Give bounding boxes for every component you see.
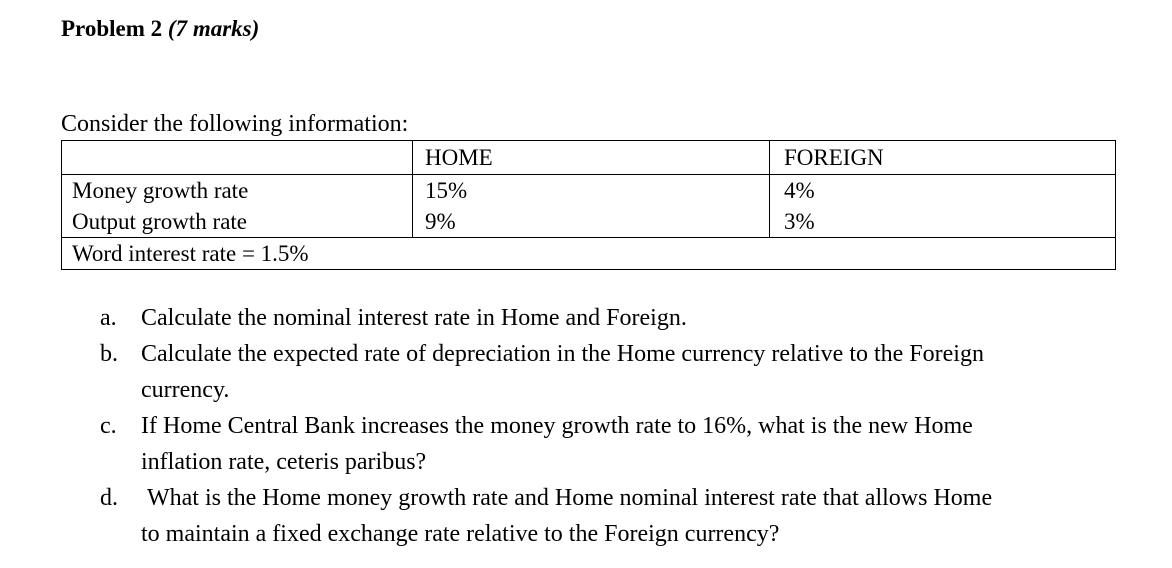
row-label-cell: Money growth rate xyxy=(62,175,413,207)
question-line: to maintain a fixed exchange rate relative to the Foreign currency? xyxy=(141,521,780,547)
question-line: currency. xyxy=(141,377,230,403)
row-home-cell: 15% xyxy=(413,175,770,207)
question-letter: c. xyxy=(100,413,117,439)
row-foreign-cell: 3% xyxy=(770,206,1116,238)
problem-heading xyxy=(61,16,259,42)
intro-text: Consider the following information: xyxy=(61,111,409,137)
table-row xyxy=(62,206,1116,238)
row-label-cell: Output growth rate xyxy=(62,206,413,238)
question-text xyxy=(141,408,1140,480)
question-line: Calculate the nominal interest rate in Home and Foreign. xyxy=(141,305,687,331)
table-header-row xyxy=(62,141,1116,175)
question-text xyxy=(141,480,1140,552)
table-row xyxy=(62,175,1116,207)
question-item xyxy=(100,408,1140,480)
question-line: What is the Home money growth rate and Home nominal interest rate that allows Home xyxy=(147,485,993,511)
question-line: If Home Central Bank increases the money growth rate to 16%, what is the new Home xyxy=(141,413,973,439)
question-list xyxy=(100,300,1140,552)
question-letter: d. xyxy=(100,485,118,511)
problem-marks: (7 marks) xyxy=(167,16,260,41)
row-foreign-cell: 4% xyxy=(770,175,1116,207)
header-foreign-cell: FOREIGN xyxy=(770,141,1116,175)
question-text xyxy=(141,300,1140,336)
info-table xyxy=(61,140,1116,270)
question-item xyxy=(100,480,1140,552)
question-letter: a. xyxy=(100,305,117,331)
question-item xyxy=(100,300,1140,336)
problem-title: Problem 2 xyxy=(61,16,163,41)
table-footer-row xyxy=(62,238,1116,270)
question-text xyxy=(141,336,1140,408)
row-home-cell: 9% xyxy=(413,206,770,238)
header-label-cell xyxy=(62,141,413,175)
question-item xyxy=(100,336,1140,408)
question-line: inflation rate, ceteris paribus? xyxy=(141,449,427,475)
header-home-cell: HOME xyxy=(413,141,770,175)
question-letter: b. xyxy=(100,341,118,367)
question-line: Calculate the expected rate of depreciation in the Home currency relative to the Foreign xyxy=(141,341,984,367)
world-interest-rate-cell: Word interest rate = 1.5% xyxy=(62,238,1116,270)
